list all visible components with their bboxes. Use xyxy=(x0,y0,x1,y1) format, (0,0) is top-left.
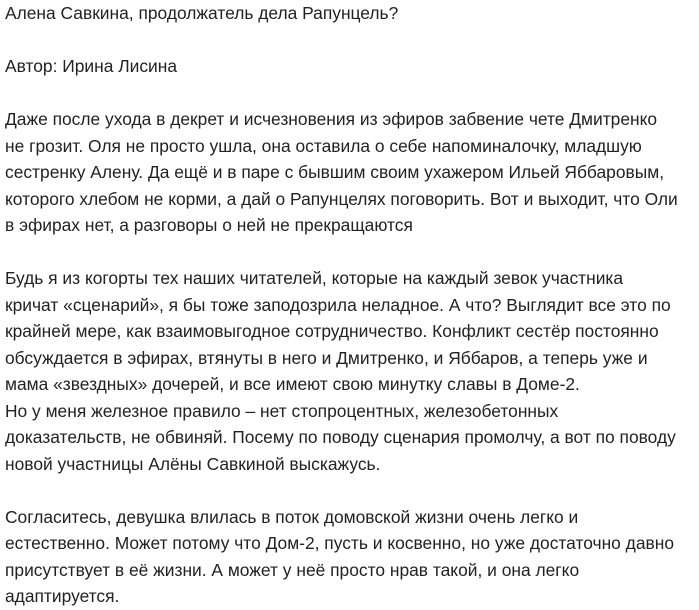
article-title: Алена Савкина, продолжатель дела Рапунцель? xyxy=(5,3,399,23)
paragraph-line: Даже после ухода в декрет и исчезновения из эфиров забвение чете Дмитренко xyxy=(5,109,658,129)
paragraph-line: мама «звездных» дочерей, и все имеют свою минутку славы в Доме-2. xyxy=(5,374,580,394)
paragraph-line: сестренку Алену. Да ещё и в паре с бывшим своим ухажером Ильей Яббаровым, xyxy=(5,162,665,182)
paragraph-line: естественно. Может потому что Дом-2, пусть и косвенно, но уже достаточно давно xyxy=(5,533,675,553)
paragraph-1 xyxy=(5,106,691,239)
paragraph-line: которого хлебом не корми, а дай о Рапунцелях поговорить. Вот и выходит, что Оли xyxy=(5,188,678,209)
article-author: Автор: Ирина Лисина xyxy=(5,56,178,76)
paragraph-line: не грозит. Оля не просто ушла, она оставила о себе напоминалочку, младшую xyxy=(5,135,642,156)
paragraph-line: Но у меня железное правило – нет стопроцентных, железобетонных xyxy=(5,400,559,421)
spacer xyxy=(5,477,691,504)
paragraph-3 xyxy=(5,504,691,610)
paragraph-line: присутствует в её жизни. А может у неё просто нрав такой, и она легко xyxy=(5,559,580,580)
paragraph-line: в эфирах нет, а разговоры о ней не прекращаются xyxy=(5,215,413,235)
paragraph-line: обсуждается в эфирах, втянуты в него и Дмитренко, и Яббаров, а теперь уже и xyxy=(5,347,648,368)
paragraph-line: кричат «сценарий», я бы тоже заподозрила неладное. А что? Выглядит все это по xyxy=(5,294,671,315)
spacer xyxy=(5,239,691,266)
paragraph-2 xyxy=(5,265,691,477)
paragraph-line: адаптируется. xyxy=(5,586,120,606)
paragraph-line: крайней мере, как взаимовыгодное сотрудничество. Конфликт сестёр постоянно xyxy=(5,321,659,341)
paragraph-line: Согласитесь, девушка влилась в поток домовской жизни очень легко и xyxy=(5,506,579,527)
spacer xyxy=(5,27,691,54)
paragraph-line: Будь я из когорты тех наших читателей, которые на каждый зевок участника xyxy=(5,268,624,288)
spacer xyxy=(5,80,691,107)
paragraph-line: доказательств, не обвиняй. Посему по поводу сценария промолчу, а вот по поводу xyxy=(5,427,676,447)
paragraph-line: новой участницы Алёны Савкиной выскажусь. xyxy=(5,453,381,474)
